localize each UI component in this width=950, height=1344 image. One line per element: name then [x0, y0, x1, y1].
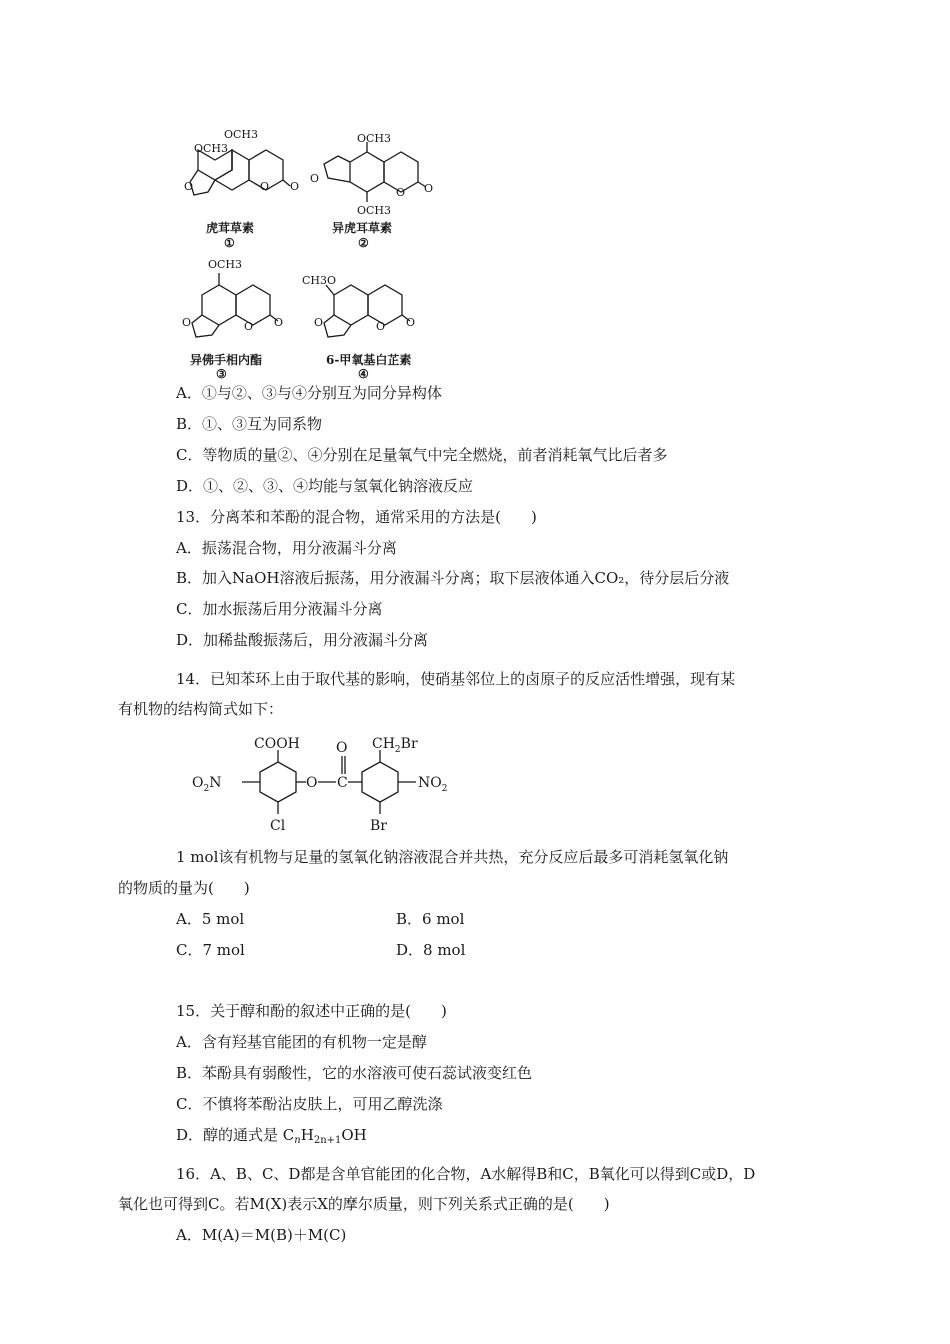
- s2-label-bottom: OCH3: [357, 204, 392, 217]
- q13-option-b: B．加入NaOH溶液后振荡，用分液漏斗分离；取下层液体通入CO₂，待分层后分液: [176, 569, 730, 587]
- s3-carbonyl-o: O: [274, 316, 284, 329]
- s3-num: ③: [216, 367, 227, 381]
- s4-ring-o: O: [314, 316, 324, 329]
- q13-option-d: D．加稀盐酸振荡后，用分液漏斗分离: [176, 631, 429, 649]
- s1-carbonyl-o: O: [290, 180, 300, 193]
- q14-cooh: COOH: [254, 736, 300, 752]
- s1-num: ①: [224, 236, 235, 250]
- s2-ring-o: O: [310, 172, 320, 185]
- s2-name: 异虎耳草素: [332, 221, 393, 235]
- s3-label-top: OCH3: [208, 258, 243, 271]
- q14-ester-o: O: [306, 775, 318, 791]
- q14-cl: Cl: [270, 818, 286, 834]
- q13-stem: 13．分离苯和苯酚的混合物，通常采用的方法是( ): [176, 508, 537, 526]
- s4-num: ④: [358, 367, 369, 381]
- q13-option-c: C．加水振荡后用分液漏斗分离: [176, 600, 383, 618]
- s3-ring-o: O: [182, 316, 192, 329]
- s2-lactone-o: O: [396, 186, 406, 199]
- s2-carbonyl-o: O: [424, 182, 434, 195]
- coumarin-structures-figure: [180, 120, 440, 385]
- q15-stem: 15．关于醇和酚的叙述中正确的是( ): [176, 1002, 447, 1020]
- q14-text-line2: 的物质的量为( ): [118, 879, 250, 897]
- q13-option-a: A．振荡混合物，用分液漏斗分离: [176, 539, 397, 557]
- q14-stem-line2: 有机物的结构简式如下：: [118, 700, 284, 718]
- s4-name: 6-甲氧基白芷素: [326, 353, 412, 367]
- q14-structure-figure: [190, 730, 480, 840]
- q14-br: Br: [370, 818, 387, 834]
- s4-lactone-o: O: [376, 320, 386, 333]
- s4-carbonyl-o: O: [406, 316, 416, 329]
- q12-option-b: B．①、③互为同系物: [176, 415, 323, 433]
- q12-option-c: C．等物质的量②、④分别在足量氧气中完全燃烧，前者消耗氧气比后者多: [176, 446, 668, 464]
- q15-option-b: B．苯酚具有弱酸性，它的水溶液可使石蕊试液变红色: [176, 1064, 533, 1082]
- q16-stem-line2: 氧化也可得到C。若M(X)表示X的摩尔质量，则下列关系式正确的是( ): [118, 1195, 610, 1213]
- q16-stem-line1: 16．A、B、C、D都是含单官能团的化合物，A水解得B和C，B氧化可以得到C或D，D: [176, 1165, 756, 1183]
- structure-2-bonds: [324, 142, 426, 202]
- s2-num: ②: [358, 236, 369, 250]
- q12-option-d: D．①、②、③、④均能与氢氧化钠溶液反应: [176, 477, 474, 495]
- s1-name: 虎茸草素: [206, 221, 255, 235]
- structure-3-bonds: [192, 273, 278, 337]
- q15-option-c: C．不慎将苯酚沾皮肤上，可用乙醇洗涤: [176, 1095, 443, 1113]
- q14-ch2br: $CH_2Br$: [372, 736, 418, 755]
- q14-carbonyl-c: C: [337, 775, 348, 791]
- q14-option-b: B．6 mol: [396, 910, 465, 928]
- q14-no2-right: $NO_2$: [418, 775, 448, 794]
- q14-carbonyl-o: O: [336, 740, 348, 756]
- q14-text-line1: 1 mol该有机物与足量的氢氧化钠溶液混合并共热，充分反应后最多可消耗氢氧化钠: [176, 848, 729, 866]
- q14-no2-left-o: $O_2N$: [192, 775, 222, 794]
- structure-1-bonds: [190, 150, 290, 195]
- structure-4-bonds: [324, 285, 410, 337]
- q14-option-a: A．5 mol: [176, 910, 245, 928]
- s4-label-top: CH3O: [302, 274, 337, 287]
- q12-option-a: A．①与②、③与④分别互为同分异构体: [176, 384, 442, 402]
- s1-ring-o: O: [184, 180, 194, 193]
- q14-option-d: D．8 mol: [396, 941, 466, 959]
- s3-name: 异佛手相内酯: [190, 353, 263, 367]
- q15-option-d: D．醇的通式是 $C_nH_{2n+1}OH$: [176, 1126, 367, 1146]
- s1-label-top: OCH3: [224, 128, 259, 141]
- q14-stem-line1: 14．已知苯环上由于取代基的影响，使硝基邻位上的卤原子的反应活性增强，现有某: [176, 670, 736, 688]
- q14-option-c: C．7 mol: [176, 941, 245, 959]
- s1-label-left: OCH3: [194, 142, 229, 155]
- s2-label-top: OCH3: [357, 132, 392, 145]
- q16-option-a: A．M(A)＝M(B)＋M(C): [176, 1226, 347, 1244]
- s3-lactone-o: O: [244, 320, 254, 333]
- s1-lactone-o: O: [260, 180, 270, 193]
- q15-option-a: A．含有羟基官能团的有机物一定是醇: [176, 1033, 427, 1051]
